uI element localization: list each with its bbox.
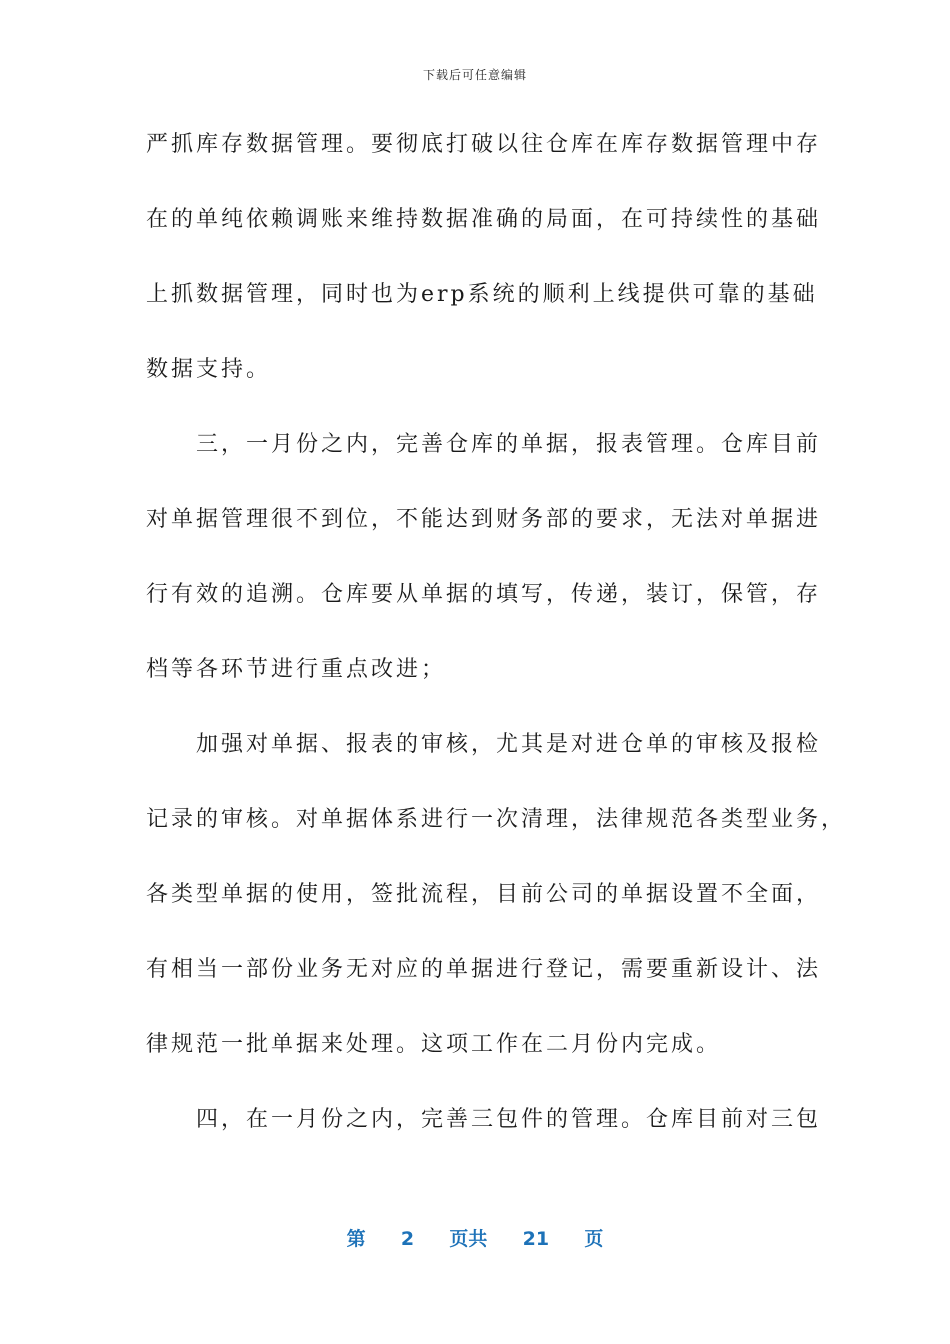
footer-middle: 页共 (449, 1228, 488, 1250)
text-line: 有相当一部份业务无对应的单据进行登记，需要重新设计、法 (146, 957, 822, 982)
text-line: 上抓数据管理，同时也为erp系统的顺利上线提供可靠的基础 (146, 282, 818, 307)
text-line: 记录的审核。对单据体系进行一次清理，法律规范各类型业务， (146, 807, 847, 832)
footer-page-number: 2 (400, 1228, 415, 1250)
footer-total-pages: 21 (522, 1228, 550, 1250)
text-line: 行有效的追溯。仓库要从单据的填写，传递，装订，保管，存 (146, 582, 822, 607)
document-body (146, 126, 847, 1176)
footer-suffix: 页 (584, 1228, 604, 1250)
text-line: 各类型单据的使用，签批流程，目前公司的单据设置不全面， (146, 882, 822, 907)
text-line: 档等各环节进行重点改进； (146, 657, 447, 682)
text-line: 对单据管理很不到位，不能达到财务部的要求，无法对单据进 (146, 507, 822, 532)
page-footer (0, 1224, 950, 1251)
header-note: 下载后可任意编辑 (422, 68, 527, 82)
text-line: 在的单纯依赖调账来维持数据准确的局面，在可持续性的基础 (146, 207, 822, 232)
text-line: 严抓库存数据管理。要彻底打破以往仓库在库存数据管理中存 (146, 132, 822, 157)
text-line: 加强对单据、报表的审核，尤其是对进仓单的审核及报检 (146, 732, 822, 757)
text-line: 数据支持。 (146, 357, 272, 382)
text-line: 三，一月份之内，完善仓库的单据，报表管理。仓库目前 (146, 432, 822, 457)
text-line: 四，在一月份之内，完善三包件的管理。仓库目前对三包 (146, 1107, 822, 1132)
footer-prefix: 第 (346, 1228, 366, 1250)
text-line: 律规范一批单据来处理。这项工作在二月份内完成。 (146, 1032, 722, 1057)
